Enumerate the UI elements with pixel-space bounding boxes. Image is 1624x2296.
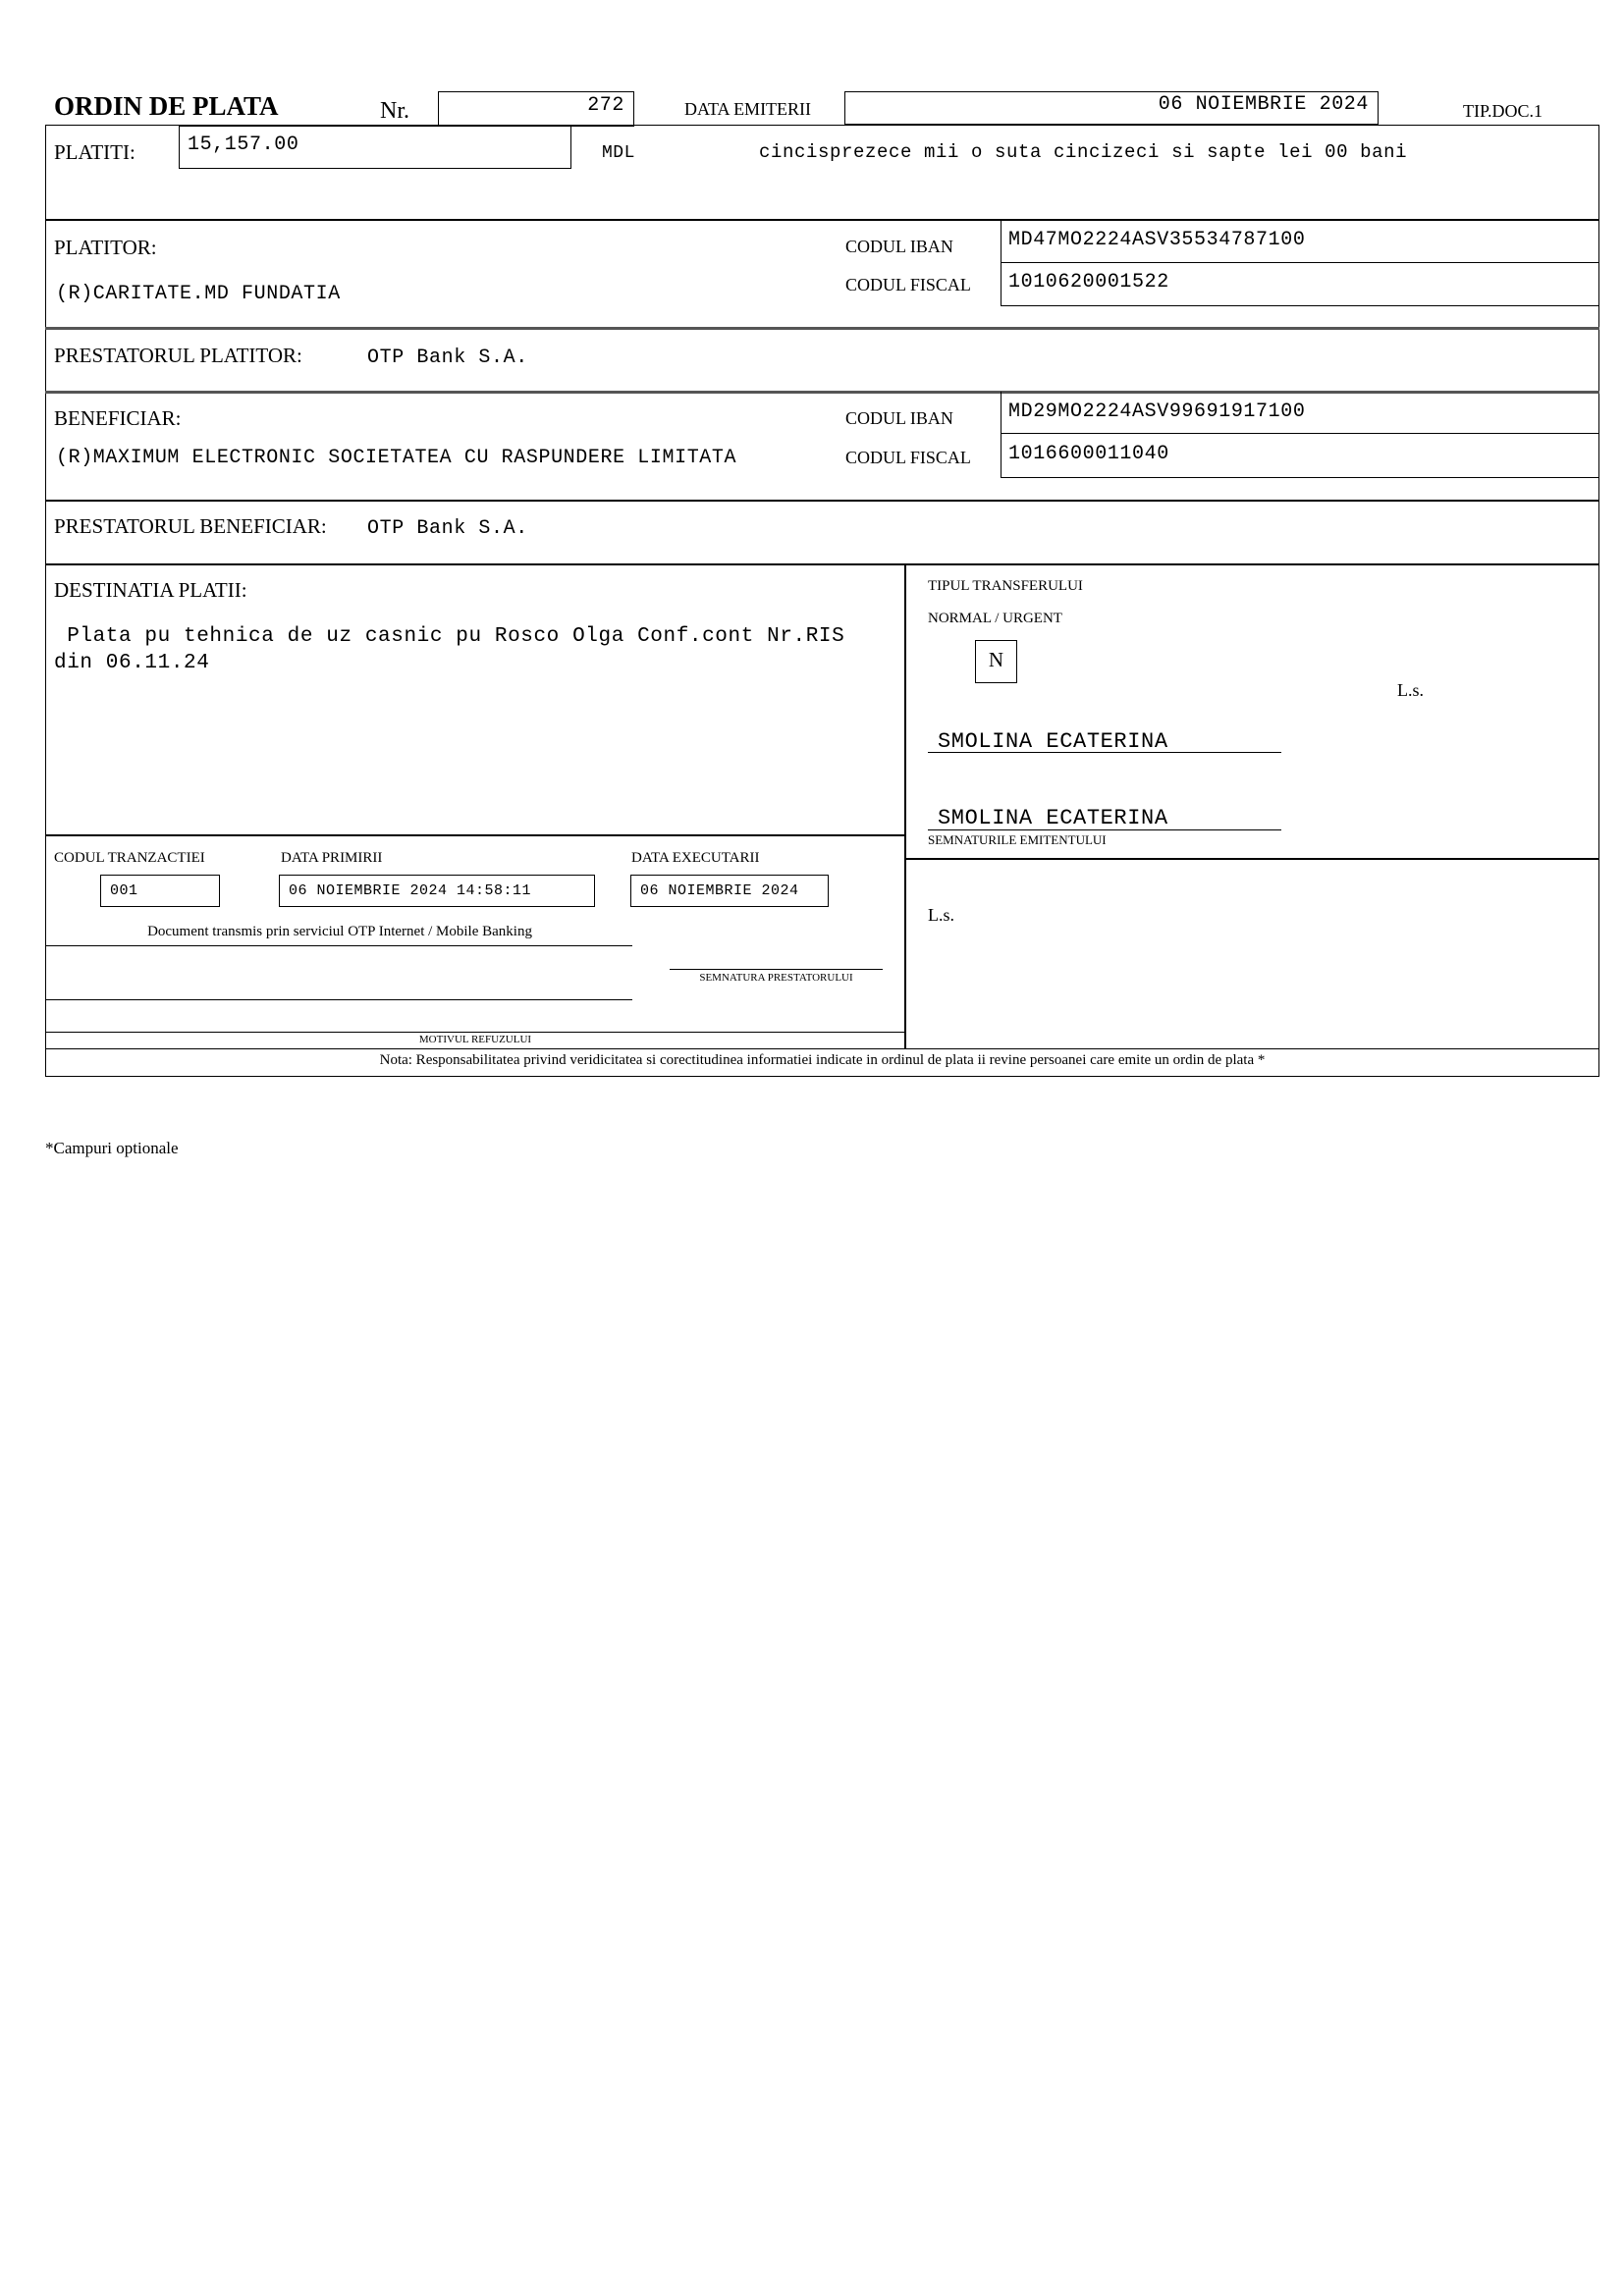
beneficiar-iban-value: MD29MO2224ASV99691917100 (1008, 400, 1306, 423)
divider (1001, 262, 1599, 263)
divider (928, 752, 1281, 753)
prestator-platitor-label: PRESTATORUL PLATITOR: (54, 344, 302, 367)
divider (1001, 477, 1599, 478)
prestator-beneficiar-value: OTP Bank S.A. (367, 517, 528, 540)
signature-2: SMOLINA ECATERINA (938, 806, 1168, 830)
divider (45, 1032, 905, 1033)
data-emiterii-value: 06 NOIEMBRIE 2024 (1158, 93, 1369, 116)
beneficiar-fiscal-label: CODUL FISCAL (845, 448, 971, 467)
tip-doc-label: TIP.DOC.1 (1463, 101, 1543, 121)
platitor-fiscal-value: 1010620001522 (1008, 271, 1169, 294)
semnaturile-emitentului-label: SEMNATURILE EMITENTULUI (928, 832, 1107, 847)
destinatia-line-1: Plata pu tehnica de uz casnic pu Rosco Olga Conf.cont Nr.RIS (54, 625, 845, 648)
signature-1: SMOLINA ECATERINA (938, 729, 1168, 754)
platitor-iban-label: CODUL IBAN (845, 237, 953, 256)
semnatura-prestatorului-label: SEMNATURA PRESTATORULUI (699, 972, 853, 984)
destinatia-line-2: din 06.11.24 (54, 652, 210, 674)
ls-stamp-label-2: L.s. (928, 905, 954, 925)
beneficiar-fiscal-value: 1016600011040 (1008, 443, 1169, 465)
nr-value: 272 (587, 94, 624, 117)
footnote-optional-fields: *Campuri optionale (45, 1139, 179, 1157)
cod-tranzactie-label: CODUL TRANZACTIEI (54, 850, 205, 866)
nota-responsabilitate: Nota: Responsabilitatea privind veridicitatea si corectitudinea informatiei indicate in ordinul de plata ii revine persoanei care emite un ordin de plata * (379, 1052, 1266, 1068)
prestator-beneficiar-label: PRESTATORUL BENEFICIAR: (54, 514, 327, 538)
platiti-label: PLATITI: (54, 140, 135, 164)
data-executarii-value: 06 NOIEMBRIE 2024 (640, 882, 799, 899)
beneficiar-label: BENEFICIAR: (54, 406, 182, 430)
divider (45, 1048, 1599, 1049)
document-transmis-note: Document transmis prin serviciul OTP Internet / Mobile Banking (147, 924, 532, 939)
divider (45, 999, 632, 1000)
normal-urgent-label: NORMAL / URGENT (928, 611, 1062, 626)
nr-label: Nr. (380, 98, 409, 124)
beneficiar-name: (R)MAXIMUM ELECTRONIC SOCIETATEA CU RASPUNDERE LIMITATA (56, 447, 737, 469)
divider (670, 969, 883, 970)
transfer-type-value: N (988, 648, 1004, 671)
divider (45, 945, 632, 946)
data-emiterii-label: DATA EMITERII (684, 99, 812, 119)
divider (45, 834, 905, 836)
currency-label: MDL (602, 143, 635, 163)
divider (1001, 433, 1599, 434)
amount-value: 15,157.00 (188, 133, 299, 156)
divider (928, 829, 1281, 830)
data-primirii-label: DATA PRIMIRII (281, 850, 383, 866)
platitor-fiscal-label: CODUL FISCAL (845, 275, 971, 294)
cod-tranzactie-value: 001 (110, 882, 138, 899)
beneficiar-iban-label: CODUL IBAN (845, 408, 953, 428)
divider (904, 858, 1599, 860)
ls-stamp-label: L.s. (1397, 680, 1424, 700)
divider (904, 564, 906, 1048)
platitor-name: (R)CARITATE.MD FUNDATIA (56, 283, 341, 305)
divider (45, 563, 1599, 565)
divider (45, 500, 1599, 502)
platitor-label: PLATITOR: (54, 236, 157, 259)
divider (45, 219, 1599, 221)
destinatia-label: DESTINATIA PLATII: (54, 578, 247, 602)
amount-in-words: cincisprezece mii o suta cincizeci si sapte lei 00 bani (759, 141, 1408, 163)
divider (45, 327, 1599, 330)
prestator-platitor-value: OTP Bank S.A. (367, 347, 528, 369)
data-executarii-label: DATA EXECUTARII (631, 850, 760, 866)
divider (45, 391, 1599, 394)
divider (1001, 305, 1599, 306)
platitor-iban-value: MD47MO2224ASV35534787100 (1008, 229, 1306, 251)
data-primirii-value: 06 NOIEMBRIE 2024 14:58:11 (289, 882, 532, 899)
motivul-refuzului-label: MOTIVUL REFUZULUI (418, 1034, 532, 1045)
tip-transfer-label: TIPUL TRANSFERULUI (928, 578, 1083, 594)
document-title: ORDIN DE PLATA (54, 91, 279, 121)
